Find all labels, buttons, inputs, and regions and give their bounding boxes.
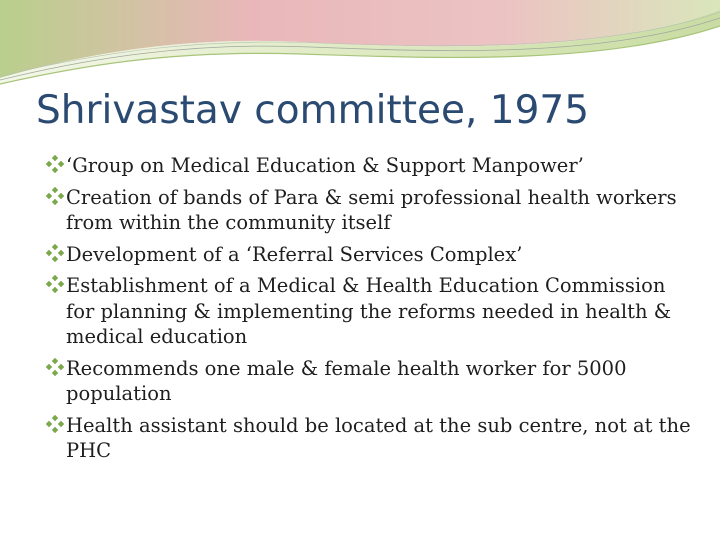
diamond-bullet-icon	[46, 244, 64, 262]
slide-title: Shrivastav committee, 1975	[36, 88, 590, 133]
diamond-bullet-icon	[46, 275, 64, 293]
bullet-item	[46, 413, 696, 464]
bullet-item	[46, 185, 696, 236]
bullet-text: Establishment of a Medical & Health Education Commission for planning & implementing the reforms needed in health & medical education	[66, 274, 672, 348]
diamond-bullet-icon	[46, 155, 64, 173]
bullet-text: Development of a ‘Referral Services Complex’	[66, 242, 523, 266]
diamond-bullet-icon	[46, 358, 64, 376]
bullet-text: Creation of bands of Para & semi professional health workers from within the community itself	[66, 185, 677, 234]
decorative-wave-header	[0, 0, 720, 90]
diamond-bullet-icon	[46, 415, 64, 433]
diamond-bullet-icon	[46, 187, 64, 205]
bullet-list	[46, 153, 696, 470]
bullet-text: ‘Group on Medical Education & Support Manpower’	[66, 154, 584, 177]
bullet-text: Health assistant should be located at the sub centre, not at the PHC	[66, 413, 691, 462]
bullet-item	[46, 242, 696, 268]
bullet-item	[46, 273, 696, 350]
bullet-text: Recommends one male & female health worker for 5000 population	[66, 356, 627, 405]
bullet-item	[46, 153, 696, 179]
bullet-item	[46, 356, 696, 407]
